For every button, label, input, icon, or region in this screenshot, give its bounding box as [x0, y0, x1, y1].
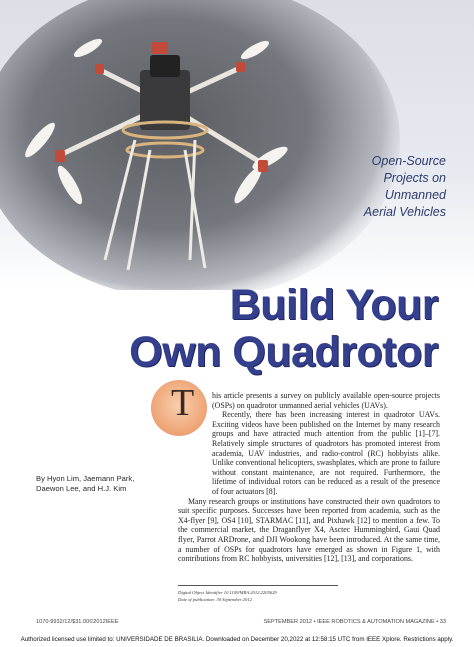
page-footer — [36, 619, 446, 625]
dropcap-letter: T — [171, 382, 195, 424]
hero-image — [0, 0, 474, 290]
tagline-line: Unmanned — [384, 188, 446, 202]
doi: Digital Object Identifier 10.1109/MRA.2012.2205629 — [178, 590, 277, 595]
article-body — [178, 391, 440, 564]
tagline-line: Projects on — [383, 171, 446, 185]
article-title — [129, 282, 438, 376]
footer-right: SEPTEMBER 2012 • IEEE ROBOTICS & AUTOMATION MAGAZINE • 33 — [263, 619, 446, 625]
author-byline: By Hyon Lim, Jaemann Park, Daewon Lee, and H.J. Kim — [36, 474, 135, 493]
publication-date: Date of publication: 30 September 2012 — [178, 597, 252, 602]
quadrotor-photo — [0, 0, 474, 290]
paragraph: Recently, there has been increasing interest in quadrotor UAVs. Exciting videos have been published on the Internet by many research groups and have attracted much attention from the public [1]–[7]. Relatively simple structures of quadrotors has promoted interest from academia, UAV industries, and radio-control (RC) hobbyists alike. Unlike conventional helicopters, swashplates, which are prone to failure without constant maintenance, are not required. Furthermore, the lifetime of individual rotors can be reduced as a result of the presence of four actuators [8]. — [212, 410, 440, 496]
tagline — [316, 153, 446, 221]
title-line-2: Own Quadrotor — [129, 328, 438, 376]
paragraph: his article presents a survey on publicly available open-source projects (OSPs) on quadrotor unmanned aerial vehicles (UAVs). — [212, 391, 440, 410]
tagline-line: Open-Source — [371, 154, 446, 168]
title-line-1: Build Your — [229, 281, 438, 329]
paragraph: Many research groups or institutions have constructed their own quadrotors to suit specific purposes. Successes have been reported from academia, such as the X4-flyer [9], OS4 [10], STARMAC [11], and Pixhawk [12] to mention a few. To the commercial market, the Draganflyer X4, Asctec Hummingbird, Gaui Quad flyer, Parrot ARDrone, and DJI Wookong have been introduced. At the same time, a number of OSPs for quadrotors have emerged as shown in Figure 1, with contributions from RC hobbyists, universities [12], [13], and corporations. — [178, 496, 440, 564]
footer-left: 1070-9932/12/$31.00©2012IEEE — [36, 619, 119, 625]
article-meta — [178, 585, 338, 603]
license-notice: Authorized licensed use limited to: UNIVERSIDADE DE BRASILIA. Downloaded on December 20,2022 at 12:58:15 UTC from IEEE Xplore. Restrictions apply. — [20, 636, 454, 643]
tagline-line: Aerial Vehicles — [363, 205, 446, 219]
